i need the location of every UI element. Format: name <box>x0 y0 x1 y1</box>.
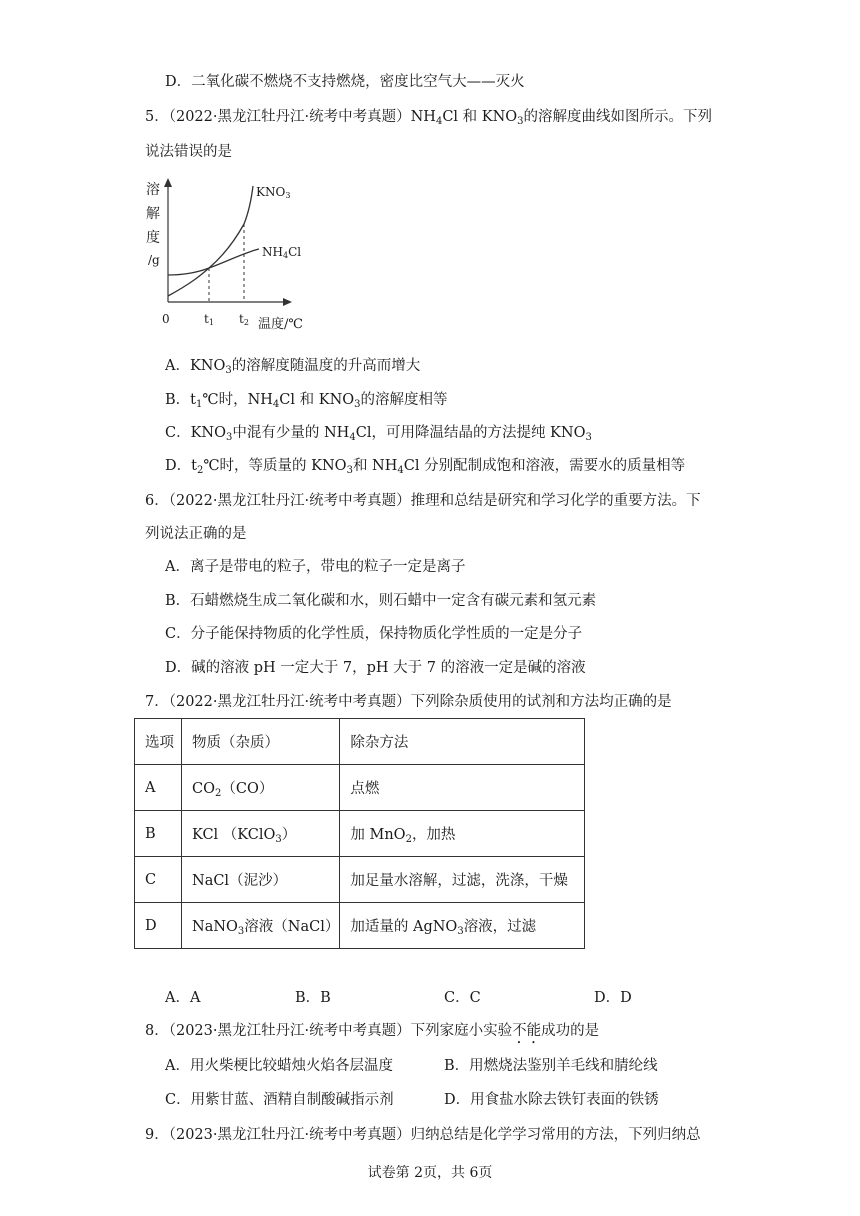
row-substance: KCl （KClO$_3$） <box>182 811 340 857</box>
y-label-char-1: 溶 <box>146 182 160 198</box>
row-method: 点燃 <box>340 765 585 811</box>
q6-stem-line1: 6．（2022·黑龙江牡丹江·统考中考真题）推理和总结是研究和学习化学的重要方法。下 <box>145 493 701 509</box>
q8-stem: 8．（2023·黑龙江牡丹江·统考中考真题）下列家庭小实验不能成功的是 <box>145 1023 600 1039</box>
header-method: 除杂方法 <box>340 719 585 765</box>
table-row <box>135 811 585 857</box>
table-row <box>135 765 585 811</box>
q8-option-d: D．用食盐水除去铁钉表面的铁锈 <box>444 1092 659 1108</box>
impurity-removal-table <box>134 718 585 949</box>
q8-option-a: A．用火柴梗比较蜡烛火焰各层温度 <box>165 1058 393 1074</box>
x-axis-arrow <box>283 298 292 306</box>
q8-option-b: B．用燃烧法鉴别羊毛线和腈纶线 <box>444 1058 658 1074</box>
header-substance: 物质（杂质） <box>182 719 340 765</box>
q9-stem-line1: 9．（2023·黑龙江牡丹江·统考中考真题）归纳总结是化学学习常用的方法，下列归纳总 <box>145 1127 701 1143</box>
row-method: 加适量的 AgNO$_3$溶液，过滤 <box>340 903 585 949</box>
row-option: B <box>135 811 182 857</box>
q5-option-d: D．$t_2℃$时，等质量的 $KNO_3$和 $NH_4Cl$ 分别配制成饱和溶液，需要水的质量相等 <box>165 458 686 476</box>
nh4cl-curve <box>168 249 259 275</box>
q7-answer-d: D．D <box>594 990 632 1006</box>
row-option: A <box>135 765 182 811</box>
kno3-curve-label: KNO3 <box>256 185 291 200</box>
q5-option-b: B．$t_1℃$时，$NH_4Cl$ 和 $KNO_3$的溶解度相等 <box>165 392 448 410</box>
q7-stem: 7．（2022·黑龙江牡丹江·统考中考真题）下列除杂质使用的试剂和方法均正确的是 <box>145 694 672 710</box>
row-option: D <box>135 903 182 949</box>
origin-label: 0 <box>162 312 170 326</box>
row-substance: $CO_2(CO)$ <box>182 765 340 811</box>
row-method: 加 MnO$_2$，加热 <box>340 811 585 857</box>
y-axis-arrow <box>164 178 172 187</box>
q5-stem-line1: 5．（2022·黑龙江牡丹江·统考中考真题）$NH_4Cl$ 和 $KNO_3$的溶解度曲线如图所示。下列 <box>145 109 713 127</box>
q6-option-d: D．碱的溶液 pH 一定大于 7，pH 大于 7 的溶液一定是碱的溶液 <box>165 660 586 676</box>
row-substance: NaNO$_3$溶液（NaCl） <box>182 903 340 949</box>
q5-option-c: C．$KNO_3$中混有少量的 $NH_4Cl$，可用降温结晶的方法提纯 $KNO_3$ <box>165 425 592 443</box>
t1-label: t1 <box>204 312 214 327</box>
solubility-graph <box>138 172 318 337</box>
nh4cl-curve-label: NH4Cl <box>262 245 302 260</box>
kno3-curve <box>168 186 253 296</box>
page-footer: 试卷第 2页，共 6页 <box>367 1165 493 1181</box>
q6-option-a: A．离子是带电的粒子，带电的粒子一定是离子 <box>165 559 466 575</box>
q8-option-c: C．用紫甘蓝、酒精自制酸碱指示剂 <box>165 1092 394 1108</box>
table-row <box>135 903 585 949</box>
q4-option-d: D．二氧化碳不燃烧不支持燃烧，密度比空气大——灭火 <box>165 74 525 90</box>
q8-stem-emphasis: 不能 <box>512 1023 542 1039</box>
t2-label: t2 <box>239 312 249 327</box>
table-header-row <box>135 719 585 765</box>
q5-option-a: A．$KNO_3$的溶解度随温度的升高而增大 <box>165 358 421 376</box>
row-option: C <box>135 857 182 903</box>
y-label-char-3: 度 <box>146 230 160 246</box>
q6-option-b: B．石蜡燃烧生成二氧化碳和水，则石蜡中一定含有碳元素和氢元素 <box>165 593 597 609</box>
row-substance: NaCl（泥沙） <box>182 857 340 903</box>
y-label-char-2: 解 <box>146 206 160 222</box>
header-option: 选项 <box>135 719 182 765</box>
q7-answer-c: C．C <box>444 990 481 1006</box>
q6-stem-line2: 列说法正确的是 <box>145 526 247 542</box>
q5-stem-line2: 说法错误的是 <box>145 144 232 160</box>
table-row <box>135 857 585 903</box>
q7-answer-a: A．A <box>165 990 201 1006</box>
solubility-curve-svg <box>138 172 318 337</box>
q6-option-c: C．分子能保持物质的化学性质，保持物质化学性质的一定是分子 <box>165 626 583 642</box>
x-axis-label: 温度/℃ <box>258 317 303 332</box>
y-label-unit: /g <box>148 253 160 267</box>
q7-answer-b: B．B <box>295 990 331 1006</box>
row-method: 加足量水溶解，过滤，洗涤，干燥 <box>340 857 585 903</box>
